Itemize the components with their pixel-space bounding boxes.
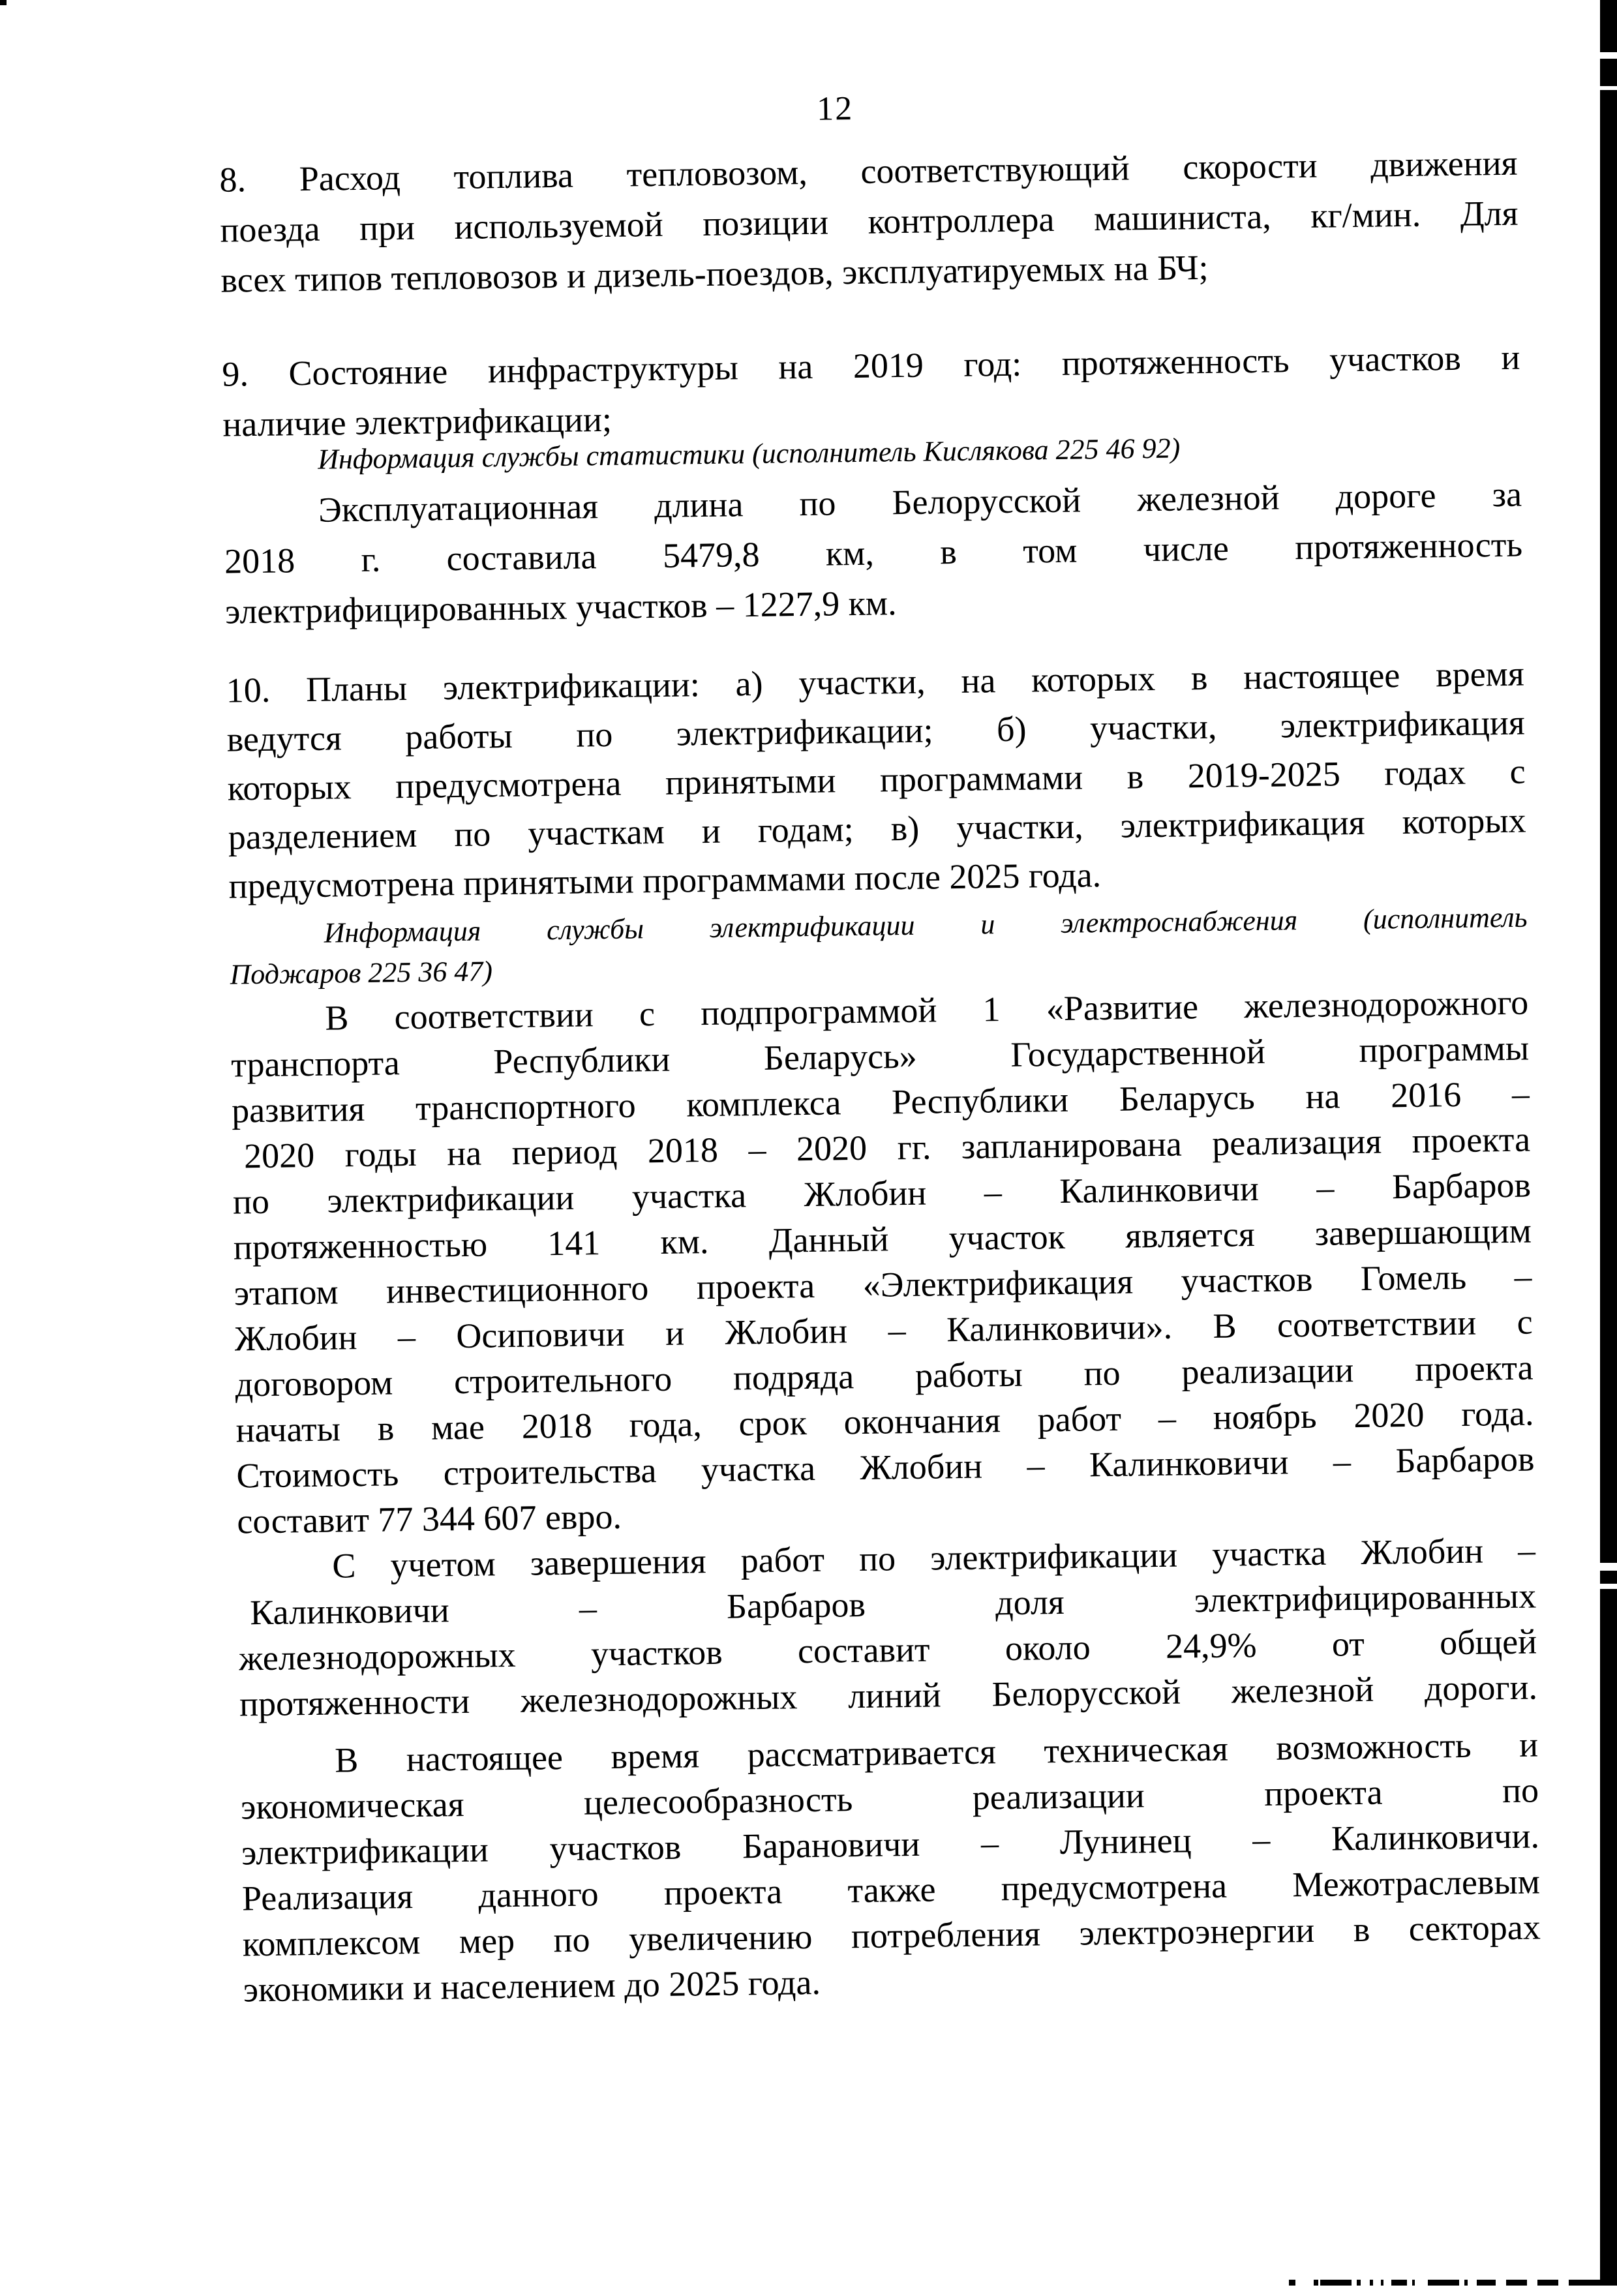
text-line: по электрификации участка Жлобин – Калинковичи – Барбаров [232,1165,1532,1222]
text-line: 2020 годы на период 2018 – 2020 гг. запланирована реализация проекта [243,1119,1531,1176]
scan-dash [1381,2280,1383,2286]
text-line: электрифицированных участков – 1227,9 км. [224,583,897,631]
scan-dash [1391,2280,1407,2286]
text-line: экономики и населением до 2025 года. [243,1962,821,2010]
text-line: разделением по участкам и годам; в) участки, электрификация которых [228,800,1526,857]
text-line: всех типов тепловозов и дизель-поездов, эксплуатируемых на БЧ; [220,247,1209,300]
scan-bar-notch [1600,1563,1617,1571]
text-line: Поджаров 225 36 47) [230,955,493,991]
text-line: ведутся работы по электрификации; б) участки, электрификация [226,702,1525,759]
scan-bar-notch [1600,52,1617,59]
scan-dash [1357,2280,1361,2286]
text-line: В настоящее время рассматривается техническая возможность и [334,1725,1539,1780]
text-line: 8. Расход топлива тепловозом, соответствующий скорости движения [219,143,1518,200]
scan-dash [1289,2280,1295,2286]
text-line: электрификации участков Барановичи – Лунинец – Калинковичи. [241,1816,1540,1873]
text-line: поезда при используемой позиции контроллера машиниста, кг/мин. Для [220,193,1519,250]
scan-edge-bar [1600,0,1617,2286]
text-line: Информация службы электрификации и электроснабжения (исполнитель [324,901,1528,949]
paragraph-8 [219,138,1519,306]
text-line: транспорта Республики Беларусь» Государственной программы [230,1028,1530,1085]
text-line: Информация службы статистики (исполнитель Кислякова 225 46 92) [317,432,1181,476]
text-line: комплексом мер по увеличению потребления электроэнергии в секторах [242,1907,1541,1964]
text-line: 10. Планы электрификации: а) участки, на которых в настоящее время [226,654,1524,710]
text-line: договором строительного подряда работы по реализации проекта [235,1348,1534,1404]
text-line: 2018 г. составила 5479,8 км, в том числе протяженность [224,524,1523,581]
text-line: Жлобин – Осиповичи и Жлобин – Калинковичи». В соответствии с [234,1302,1533,1359]
text-line: начаты в мае 2018 года, срок окончания работ – ноябрь 2020 года. [235,1393,1534,1450]
paragraph-9-body [224,470,1524,637]
text-line: С учетом завершения работ по электрификации участка Жлобин – [331,1530,1536,1586]
scan-dash [1569,2280,1617,2286]
text-line: Реализация данного проекта также предусмотрена Межотраслевым [241,1862,1541,1918]
text-line: которых предусмотрена принятыми программами в 2019-2025 годах с [227,751,1526,808]
page-number: 12 [816,89,854,128]
scan-dash [1477,2280,1496,2286]
text-line: В соответствии с подпрограммой 1 «Развитие железнодорожного [324,982,1529,1038]
scan-dash [1370,2280,1373,2286]
text-line: предусмотрена принятыми программами после 2025 года. [228,855,1102,906]
note-electrification-service [229,898,1528,995]
text-line: составит 77 344 607 евро. [237,1496,622,1541]
text-line: экономическая целесообразность реализации проекта по [240,1770,1539,1827]
text-line: Эксплуатационная длина по Белорусской железной дороге за [318,474,1522,530]
scan-speck-icon [0,0,7,5]
paragraph-10-body-3 [240,1721,1541,2012]
text-line: этапом инвестиционного проекта «Электрификация участков Гомель – [234,1256,1533,1313]
text-line: протяженностью 141 км. Данный участок является завершающим [233,1211,1532,1267]
text-line: Стоимость строительства участка Жлобин – Калинковичи – Барбаров [236,1439,1535,1496]
scan-bottom-marks [0,2280,1617,2286]
paragraph-10 [226,650,1527,911]
scan-bar-notch [1600,1584,1617,1589]
paragraph-10-body-2 [237,1527,1537,1727]
text-line: Калинковичи – Барбаров доля электрифицированных [249,1576,1537,1633]
scan-dash [1506,2280,1527,2286]
scan-dash [1320,2280,1352,2286]
scan-dash [1428,2280,1459,2286]
text-line: железнодорожных участков составит около 24,9% от общей [238,1622,1537,1678]
scan-dash [1464,2280,1468,2286]
scan-dash [1412,2280,1415,2286]
text-line: протяженности железнодорожных линий Белорусской железной дороги. [239,1667,1538,1724]
text-line: наличие электрификации; [222,399,612,444]
scan-bar-notch [1600,86,1617,90]
text-line: 9. Состояние инфраструктуры на 2019 год: протяженность участков и [222,337,1520,394]
text-line: развития транспортного комплекса Республики Беларусь на 2016 – [231,1074,1530,1130]
scan-dash [1314,2280,1318,2286]
scan-dash [1537,2280,1558,2286]
paragraph-10-body-1 [230,980,1535,1545]
